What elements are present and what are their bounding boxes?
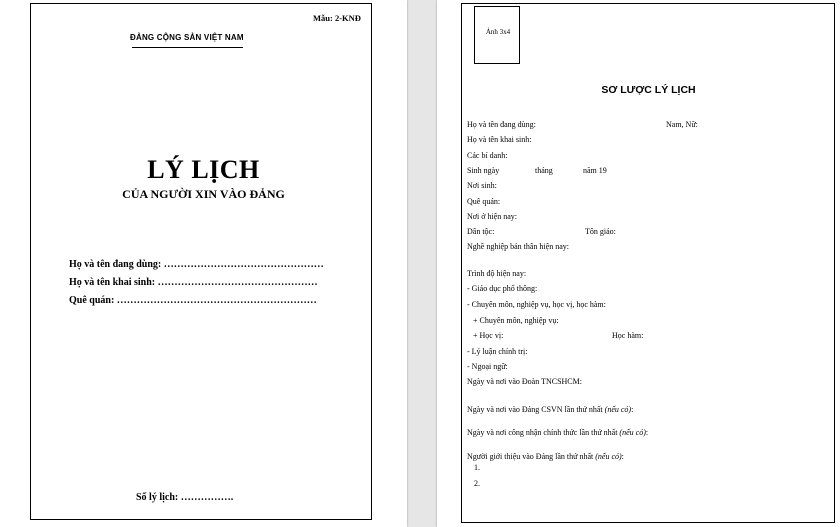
party-name: ĐẢNG CỘNG SẢN VIỆT NAM [130,33,244,42]
row-hometown: Quê quán: [467,197,501,206]
party-name-underline [132,47,243,48]
row-general-education: - Giáo dục phổ thông: [467,284,538,293]
sheet-title-text: SƠ LƯỢC LÝ LỊCH [601,84,696,96]
row-birthplace: Nơi sinh: [467,181,497,190]
cover-hometown-field: Quê quán: …………………………………………………… [69,295,317,306]
resume-number: Số lý lịch: ……………. [136,492,234,503]
row-foreign-language: - Ngoại ngữ: [467,362,508,371]
row-party-first: Ngày và nơi vào Đảng CSVN lần thứ nhất (nếu có): [467,405,634,414]
cover-title: LÝ LỊCH [147,155,260,184]
row-birthname: Họ và tên khai sinh: [467,135,532,144]
introducer-item-2: 2. [474,479,480,488]
row-birth-day: Sinh ngày [467,166,500,175]
row-gender: Nam, Nữ: [666,120,698,129]
row-official-first: Ngày và nơi công nhận chính thức lần thứ nhất (nếu có): [467,428,649,437]
photo-placeholder [474,6,520,64]
row-professional: - Chuyên môn, nghiệp vụ, học vị, học hàm: [467,300,606,309]
row-political-theory: - Lý luận chính trị: [467,347,528,356]
row-education-level: Trình độ hiện nay: [467,269,527,278]
row-youth-union: Ngày và nơi vào Đoàn TNCSHCM: [467,377,582,386]
cover-subtitle: CỦA NGƯỜI XIN VÀO ĐẢNG [122,187,285,201]
row-residence: Nơi ở hiện nay: [467,212,518,221]
party-first-label: Ngày và nơi vào Đảng CSVN lần thứ nhất [467,405,603,414]
row-specialty: + Chuyên môn, nghiệp vụ: [473,316,559,325]
summary-page [437,0,840,527]
official-first-label: Ngày và nơi công nhận chính thức lần thứ nhất [467,428,618,437]
row-fullname: Họ và tên đang dùng: [467,120,536,129]
photo-label: Ảnh 3x4 [485,28,511,36]
introducer-label: Người giới thiệu vào Đảng lần thứ nhất [467,452,594,461]
summary-border [461,3,835,523]
row-aliases: Các bí danh: [467,151,508,160]
introducer-item-1: 1. [474,463,480,472]
row-religion: Tôn giáo: [585,227,616,236]
introducer-note: (nếu có) [595,452,622,461]
row-birth-month: tháng [535,166,553,175]
official-first-note: (nếu có) [619,428,646,437]
row-occupation: Nghề nghiệp bản thân hiện nay: [467,242,569,251]
sheet-title [437,84,840,96]
row-introducer: Người giới thiệu vào Đảng lần thứ nhất (nếu có): [467,452,624,461]
party-first-note: (nếu có) [604,405,632,414]
form-code: Mẫu: 2-KNĐ [313,13,361,23]
row-degree: + Học vị: [473,331,504,340]
row-birth-year: năm 19 [583,166,607,175]
cover-fullname-field: Họ và tên đang dùng: ………………………………………… [69,259,324,270]
cover-page [0,0,407,527]
cover-birthname-field: Họ và tên khai sinh: ………………………………………… [69,277,318,288]
row-ethnicity: Dân tộc: [467,227,495,236]
row-academic-title: Học hàm: [612,331,644,340]
